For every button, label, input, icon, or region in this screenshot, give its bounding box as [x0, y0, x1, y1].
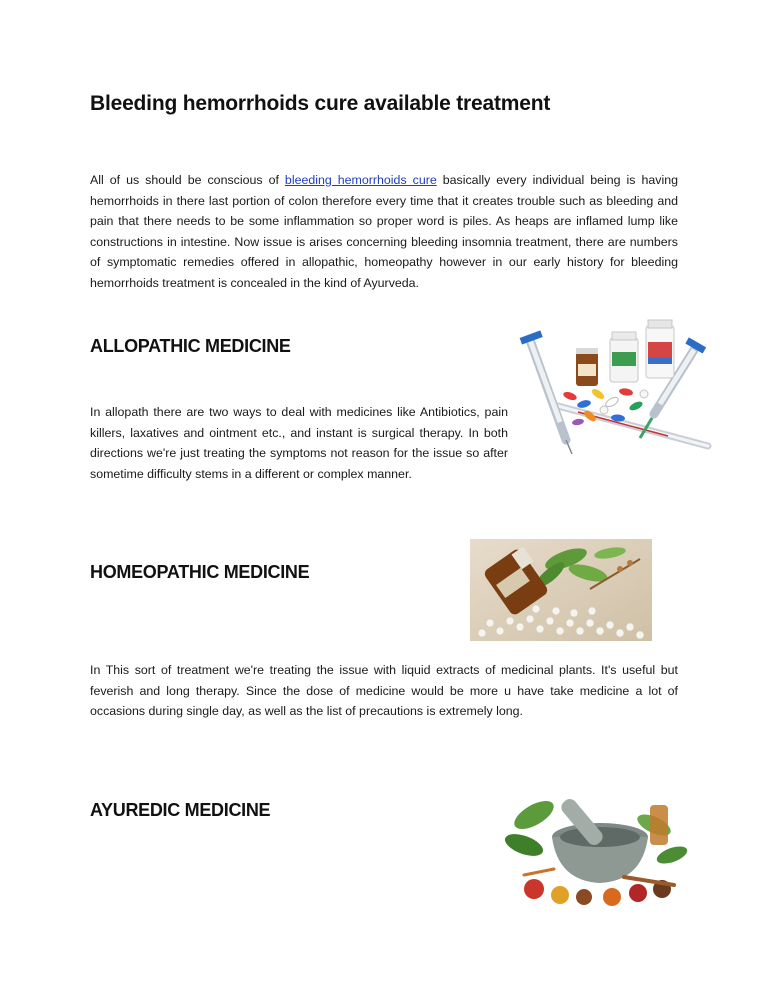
intro-text-before: All of us should be conscious of	[90, 173, 285, 187]
page-title: Bleeding hemorrhoids cure available treatment	[90, 92, 551, 115]
ayurvedic-mortar-image	[504, 785, 694, 907]
medicine-bottle-icon-2	[610, 332, 638, 382]
bleeding-hemorrhoids-cure-link[interactable]: bleeding hemorrhoids cure	[284, 173, 437, 187]
homeopathic-heading: HOMEOPATHIC MEDICINE	[90, 562, 310, 582]
oil-bottle-icon	[650, 805, 668, 845]
homeopathic-paragraph: In This sort of treatment we're treating the issue with liquid extracts of medicinal plants. It's useful but feverish and long therapy. Since the dose of medicine would be more u have take medicine a lot of occasions during single day, as well as the list of precautions is extremely long.	[90, 663, 678, 719]
allopathic-paragraph: In allopath there are two ways to deal with medicines like Antibiotics, pain killers, laxatives and ointment etc., and instant is surgical therapy. In both directions we're just treating the symptoms not reason for the issue so after sometime difficulty stems in a different or complex manner.	[90, 405, 508, 481]
intro-paragraph	[90, 170, 678, 294]
medicine-bottle-icon-3	[646, 320, 674, 378]
ayurvedic-heading: AYUREDIC MEDICINE	[90, 800, 271, 820]
medicine-bottle-icon	[576, 348, 598, 386]
pills-syringes-image	[518, 318, 714, 458]
intro-text-after: basically every individual being is having hemorrhoids in there last portion of colon therefore every time that it creates trouble such as bleeding and pain that there needs to be some inflammation so proper word is piles. As heaps are inflamed lump like constructions in intestine. Now issue is arises concerning bleeding insomnia treatment, there are numbers of symptomatic remedies offered in allopathic, homeopathy however in our early history for bleeding hemorrhoids treatment is concealed in the kind of Ayurveda.	[90, 173, 678, 290]
allopathic-heading: ALLOPATHIC MEDICINE	[90, 336, 291, 356]
homeopathic-remedy-image	[470, 539, 652, 641]
